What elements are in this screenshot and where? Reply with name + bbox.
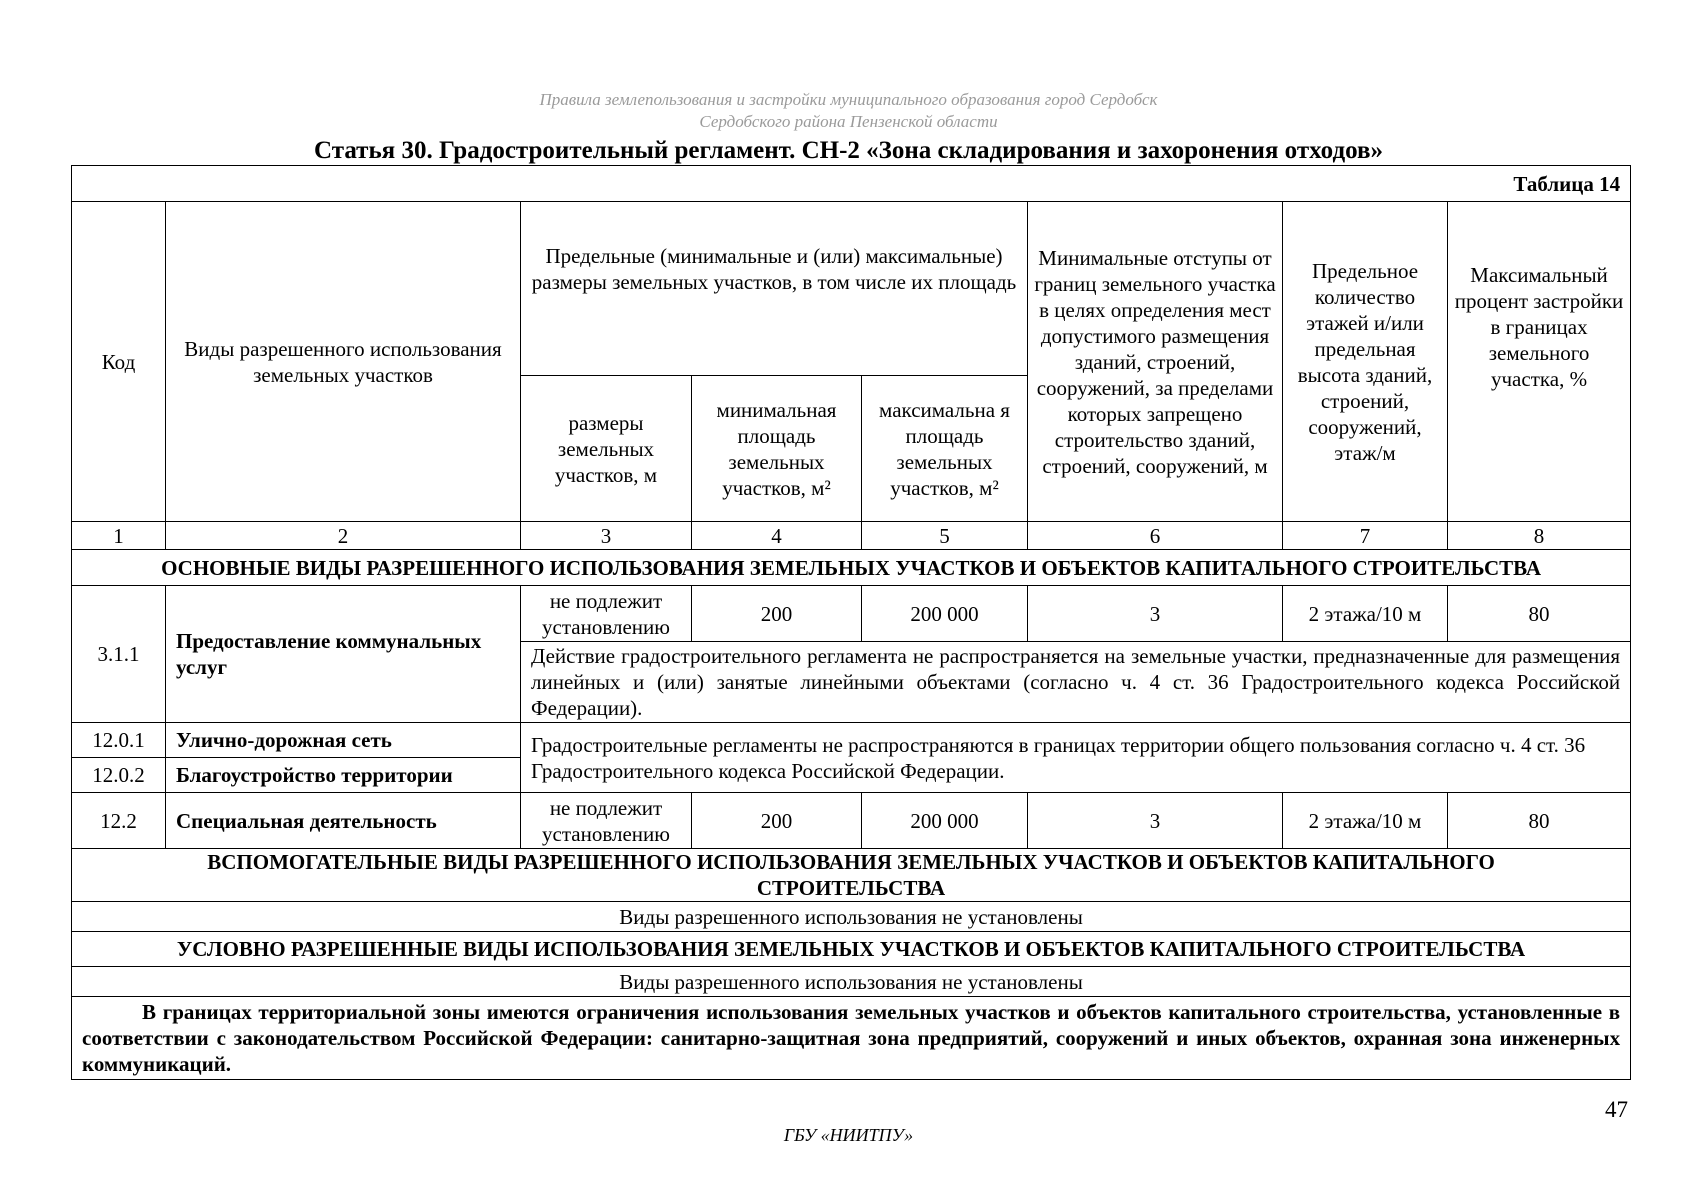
restrictions-note: В границах территориальной зоны имеются ограничения использования земельных участков и объектов капитального строительства, установленные в соответствии с законодательством Российской Федерации: санитарно-защитная зона предприятий, сооружений и иных объектов, охранная зона инженерных коммуникаций.: [72, 997, 1631, 1080]
row-setback: 3: [1028, 586, 1283, 642]
header-max-area: максимальна я площадь земельных участков, м²: [862, 376, 1028, 522]
row-floors: 2 этажа/10 м: [1283, 586, 1448, 642]
table-row: [72, 586, 1631, 642]
header-kinds: Виды разрешенного использования земельных участков: [166, 202, 521, 522]
row-percent: 80: [1448, 793, 1631, 849]
row-floors: 2 этажа/10 м: [1283, 793, 1448, 849]
row-min-area: 200: [692, 586, 862, 642]
row-sizes: не подлежит установлению: [521, 586, 692, 642]
row-name: Предоставление коммунальных услуг: [166, 586, 521, 723]
col-number: 3: [521, 522, 692, 550]
header-setbacks: Минимальные отступы от границ земельного участка в целях определения мест допустимого размещения зданий, строений, сооружений, за пределами которых запрещено строительство зданий, строений, сооружений, м: [1028, 202, 1283, 522]
table-number: Таблица 14: [72, 166, 1631, 202]
col-number: 8: [1448, 522, 1631, 550]
row-min-area: 200: [692, 793, 862, 849]
table-row: [72, 793, 1631, 849]
table-row: [72, 723, 1631, 758]
col-number: 7: [1283, 522, 1448, 550]
section-conditional-heading: УСЛОВНО РАЗРЕШЕННЫЕ ВИДЫ ИСПОЛЬЗОВАНИЯ ЗЕМЕЛЬНЫХ УЧАСТКОВ И ОБЪЕКТОВ КАПИТАЛЬНОГО СТРОИТЕЛЬСТВА: [72, 932, 1631, 967]
header-sizes: размеры земельных участков, м: [521, 376, 692, 522]
page-number: 47: [1605, 1097, 1628, 1122]
row-max-area: 200 000: [862, 586, 1028, 642]
header-min-area: минимальная площадь земельных участков, м²: [692, 376, 862, 522]
running-header-line1: Правила землепользования и застройки муниципального образования город Сердобск: [539, 90, 1158, 109]
header-floors: Предельное количество этажей и/или предельная высота зданий, строений, сооружений, этаж/м: [1283, 202, 1448, 522]
row-setback: 3: [1028, 793, 1283, 849]
header-code: Код: [72, 202, 166, 522]
row-code: 12.0.2: [72, 758, 166, 793]
header-percent: Максимальный процент застройки в границах земельного участка, %: [1448, 202, 1631, 522]
row-max-area: 200 000: [862, 793, 1028, 849]
section-main-heading: ОСНОВНЫЕ ВИДЫ РАЗРЕШЕННОГО ИСПОЛЬЗОВАНИЯ ЗЕМЕЛЬНЫХ УЧАСТКОВ И ОБЪЕКТОВ КАПИТАЛЬНОГО СТРОИТЕЛЬСТВА: [72, 550, 1631, 586]
row-note: Действие градостроительного регламента не распространяется на земельные участки, предназначенные для размещения линейных и (или) занятые линейными объектами (согласно ч. 4 ст. 36 Градостроительного кодекса Российской Федерации).: [521, 642, 1631, 723]
column-numbers-row: [72, 522, 1631, 550]
article-title: Статья 30. Градостроительный регламент. СН-2 «Зона складирования и захоронения отходов»: [314, 137, 1383, 164]
row-sizes: не подлежит установлению: [521, 793, 692, 849]
row-code: 12.0.1: [72, 723, 166, 758]
aux-none-text: Виды разрешенного использования не установлены: [72, 902, 1631, 932]
conditional-none-text: Виды разрешенного использования не установлены: [72, 967, 1631, 997]
col-number: 1: [72, 522, 166, 550]
footer-organization: ГБУ «НИИТПУ»: [783, 1125, 914, 1145]
row-note: Градостроительные регламенты не распространяются в границах территории общего пользования согласно ч. 4 ст. 36 Градостроительного кодекса Российской Федерации.: [521, 723, 1631, 793]
row-percent: 80: [1448, 586, 1631, 642]
row-code: 3.1.1: [72, 586, 166, 723]
running-header-line2: Сердобского района Пензенской области: [699, 112, 998, 131]
header-limits: Предельные (минимальные и (или) максимальные) размеры земельных участков, в том числе их площадь: [521, 202, 1028, 376]
col-number: 2: [166, 522, 521, 550]
row-code: 12.2: [72, 793, 166, 849]
row-name: Специальная деятельность: [166, 793, 521, 849]
row-name: Улично-дорожная сеть: [166, 723, 521, 758]
regulation-table: [71, 165, 1631, 1080]
row-name: Благоустройство территории: [166, 758, 521, 793]
section-aux-heading: ВСПОМОГАТЕЛЬНЫЕ ВИДЫ РАЗРЕШЕННОГО ИСПОЛЬЗОВАНИЯ ЗЕМЕЛЬНЫХ УЧАСТКОВ И ОБЪЕКТОВ КАПИТАЛЬНОГО СТРОИТЕЛЬСТВА: [72, 849, 1631, 902]
col-number: 4: [692, 522, 862, 550]
col-number: 5: [862, 522, 1028, 550]
col-number: 6: [1028, 522, 1283, 550]
